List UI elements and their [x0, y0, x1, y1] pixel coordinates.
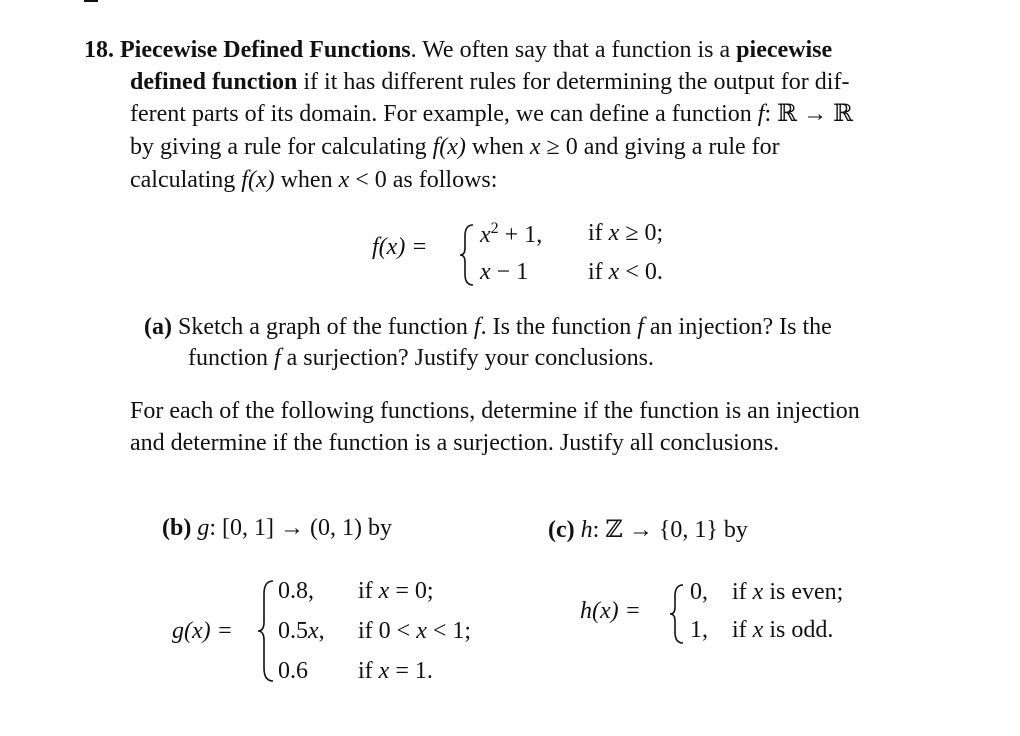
- part-b-label: (b): [162, 515, 192, 541]
- term-defined-function: defined function: [130, 69, 298, 95]
- top-edge-mark: [84, 0, 98, 2]
- def-g-lhs: g(x) =: [172, 618, 233, 644]
- def-g-case-1-cond: if x = 0;: [358, 578, 434, 604]
- part-a-label: (a): [144, 314, 172, 340]
- def-h-lhs: h(x) =: [580, 598, 641, 624]
- def-h-case-2-value: 1,: [690, 617, 708, 643]
- problem-line-4: by giving a rule for calculating f(x) when x ≥ 0 and giving a rule for: [130, 134, 780, 160]
- part-b-heading: (b) g: [0, 1] → (0, 1) by: [162, 515, 392, 541]
- problem-line-2: defined function if it has different rules for determining the output for dif-: [130, 69, 850, 95]
- def-f-case-1-expr: $x^2 + 1$,: [480, 220, 543, 248]
- part-a-line-1: (a) Sketch a graph of the function f. Is the function f an injection? Is the: [144, 314, 832, 340]
- problem-title: Piecewise Defined Functions: [120, 37, 411, 63]
- def-g-case-3-cond: if x = 1.: [358, 658, 433, 684]
- def-g-brace: [256, 578, 278, 684]
- problem-number: 18.: [84, 37, 114, 63]
- problem-line-3: ferent parts of its domain. For example, we can define a function f: ℝ → ℝ: [130, 101, 854, 127]
- def-f-lhs: f(x) =: [372, 234, 428, 260]
- def-h-case-2-cond: if x is odd.: [732, 617, 834, 643]
- instruction-line-2: and determine if the function is a surjection. Justify all conclusions.: [130, 430, 780, 456]
- def-f-case-1-cond: if x ≥ 0;: [588, 220, 664, 246]
- def-h-brace: [668, 582, 688, 646]
- def-f-case-2-cond: if x < 0.: [588, 259, 663, 285]
- term-piecewise: piecewise: [736, 37, 833, 63]
- def-g-case-2-value: 0.5x,: [278, 618, 325, 644]
- instruction-line-1: For each of the following functions, determine if the function is an injection: [130, 398, 860, 424]
- part-a-line-2: function f a surjection? Justify your conclusions.: [188, 345, 654, 371]
- def-f-brace: [458, 222, 478, 288]
- def-g-case-1-value: 0.8,: [278, 578, 314, 604]
- def-g-case-3-value: 0.6: [278, 658, 308, 684]
- problem-line-1: 18. Piecewise Defined Functions. We often say that a function is a piecewise: [84, 37, 833, 63]
- problem-line-5: calculating f(x) when x < 0 as follows:: [130, 167, 498, 193]
- def-h-case-1-value: 0,: [690, 579, 708, 605]
- def-g-case-2-cond: if 0 < x < 1;: [358, 618, 472, 644]
- def-h-case-1-cond: if x is even;: [732, 579, 844, 605]
- part-c-heading: (c) h: ℤ → {0, 1} by: [548, 517, 748, 543]
- part-c-label: (c): [548, 517, 575, 543]
- def-f-case-2-expr: x − 1: [480, 259, 529, 285]
